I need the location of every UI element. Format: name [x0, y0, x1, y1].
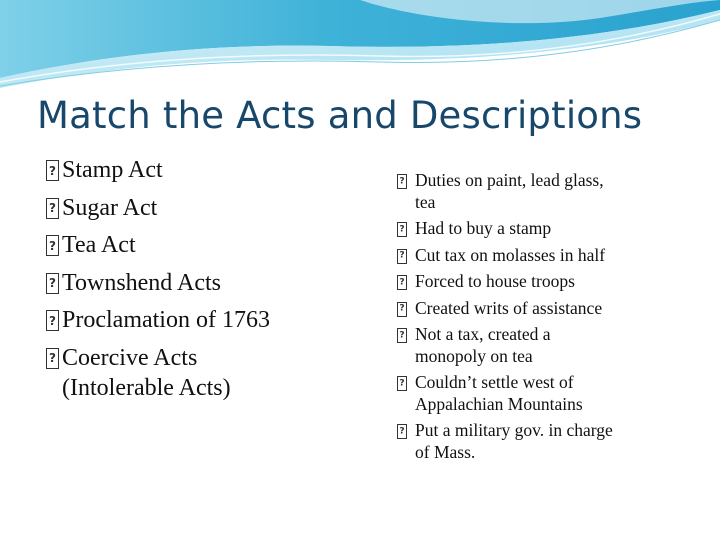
missing-glyph-icon	[46, 160, 59, 181]
missing-glyph-icon	[46, 273, 59, 294]
description-text: Duties on paint, lead glass, tea	[415, 170, 604, 212]
missing-glyph-icon	[397, 302, 407, 317]
missing-glyph-icon	[397, 376, 407, 391]
acts-list	[46, 155, 366, 410]
act-label: Townshend Acts	[62, 269, 221, 296]
list-item	[46, 268, 366, 298]
description-text: Had to buy a stamp	[415, 218, 552, 238]
act-label: Tea Act	[62, 232, 136, 258]
missing-glyph-icon	[397, 275, 407, 290]
list-item	[46, 230, 366, 260]
missing-glyph-icon	[397, 174, 407, 189]
description-text: Forced to house troops	[415, 271, 575, 291]
missing-glyph-icon	[397, 328, 407, 343]
header-wave-banner	[0, 0, 720, 90]
missing-glyph-icon	[46, 310, 59, 331]
list-item	[397, 218, 707, 240]
list-item	[397, 420, 707, 463]
missing-glyph-icon	[397, 249, 407, 264]
missing-glyph-icon	[397, 424, 407, 439]
description-text: Put a military gov. in charge of Mass.	[415, 420, 613, 462]
list-item	[397, 324, 707, 367]
missing-glyph-icon	[46, 235, 59, 256]
list-item	[397, 245, 707, 267]
list-item	[46, 193, 366, 223]
list-item	[397, 372, 707, 415]
list-item	[46, 305, 366, 335]
description-text: Not a tax, created a monopoly on tea	[415, 324, 551, 366]
list-item	[397, 298, 707, 320]
missing-glyph-icon	[397, 222, 407, 237]
description-text: Couldn’t settle west of Appalachian Mountains	[415, 372, 583, 414]
descriptions-list	[397, 170, 707, 468]
act-label: Proclamation of 1763	[62, 307, 270, 333]
description-text: Cut tax on molasses in half	[415, 244, 606, 265]
act-label: Coercive Acts (Intolerable Acts)	[62, 344, 231, 401]
list-item	[397, 271, 707, 293]
act-label: Stamp Act	[62, 157, 163, 183]
act-label: Sugar Act	[62, 194, 158, 221]
missing-glyph-icon	[46, 198, 59, 219]
missing-glyph-icon	[46, 348, 59, 369]
list-item	[397, 170, 707, 213]
list-item	[46, 343, 366, 403]
list-item	[46, 155, 366, 185]
description-text: Created writs of assistance	[415, 297, 603, 318]
page-title: Match the Acts and Descriptions	[37, 94, 643, 137]
